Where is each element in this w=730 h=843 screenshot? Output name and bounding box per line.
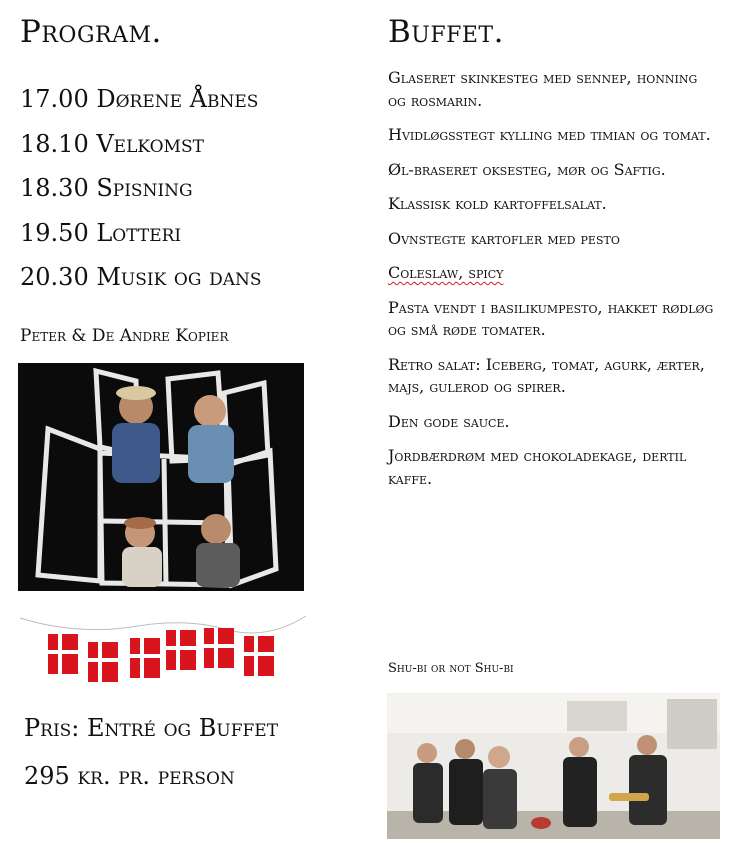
buffet-item: Klassisk kold kartoffelsalat. xyxy=(388,194,607,213)
program-item: 18.30 Spisning xyxy=(20,174,193,202)
buffet-item: Jordbærdrøm med chokoladekage, dertil kaffe. xyxy=(388,446,687,488)
program-list xyxy=(20,84,350,307)
buffet-list xyxy=(388,67,718,502)
program-item: 18.10 Velkomst xyxy=(20,129,204,158)
band-caption-peter: Peter & De Andre Kopier xyxy=(20,326,229,346)
buffet-item: Øl-braseret oksesteg, mør og Saftig. xyxy=(388,159,666,179)
buffet-item xyxy=(388,262,718,285)
buffet-heading: Buffet. xyxy=(388,14,504,50)
buffet-item: Glaseret skinkesteg med sennep, honning og rosmarin. xyxy=(388,68,698,110)
buffet-item: Pasta vendt i basilikumpesto, hakket rødløg og små røde tomater. xyxy=(388,297,714,339)
danish-flag-icon xyxy=(88,642,118,682)
buffet-item-text: Coleslaw, spicy xyxy=(388,263,504,282)
danish-flag-bunting xyxy=(18,612,308,692)
price-value: 295 kr. pr. person xyxy=(24,762,235,790)
buffet-item: Ovnstegte kartofler med pesto xyxy=(388,228,620,248)
danish-flag-icon xyxy=(244,636,274,676)
band-photo-windows xyxy=(18,363,304,591)
program-heading: Program. xyxy=(20,14,162,50)
program-item: 20.30 Musik og dans xyxy=(20,263,262,291)
program-item: 19.50 Lotteri xyxy=(20,218,182,247)
buffet-item: Retro salat: Iceberg, tomat, agurk, ærter, majs, gulerod og spirer. xyxy=(388,354,705,396)
price-label: Pris: Entré og Buffet xyxy=(24,714,279,742)
buffet-item: Hvidløgsstegt kylling med timian og tomat. xyxy=(388,125,711,144)
danish-flag-icon xyxy=(166,630,196,670)
band-photo-studio xyxy=(387,693,720,839)
program-item: 17.00 Dørene Åbnes xyxy=(20,85,259,113)
danish-flag-icon xyxy=(204,628,234,668)
buffet-item: Den gode sauce. xyxy=(388,411,510,431)
band-caption-shubi: Shu-bi or not Shu-bi xyxy=(388,661,514,676)
danish-flag-icon xyxy=(130,638,160,678)
danish-flag-icon xyxy=(48,634,78,674)
